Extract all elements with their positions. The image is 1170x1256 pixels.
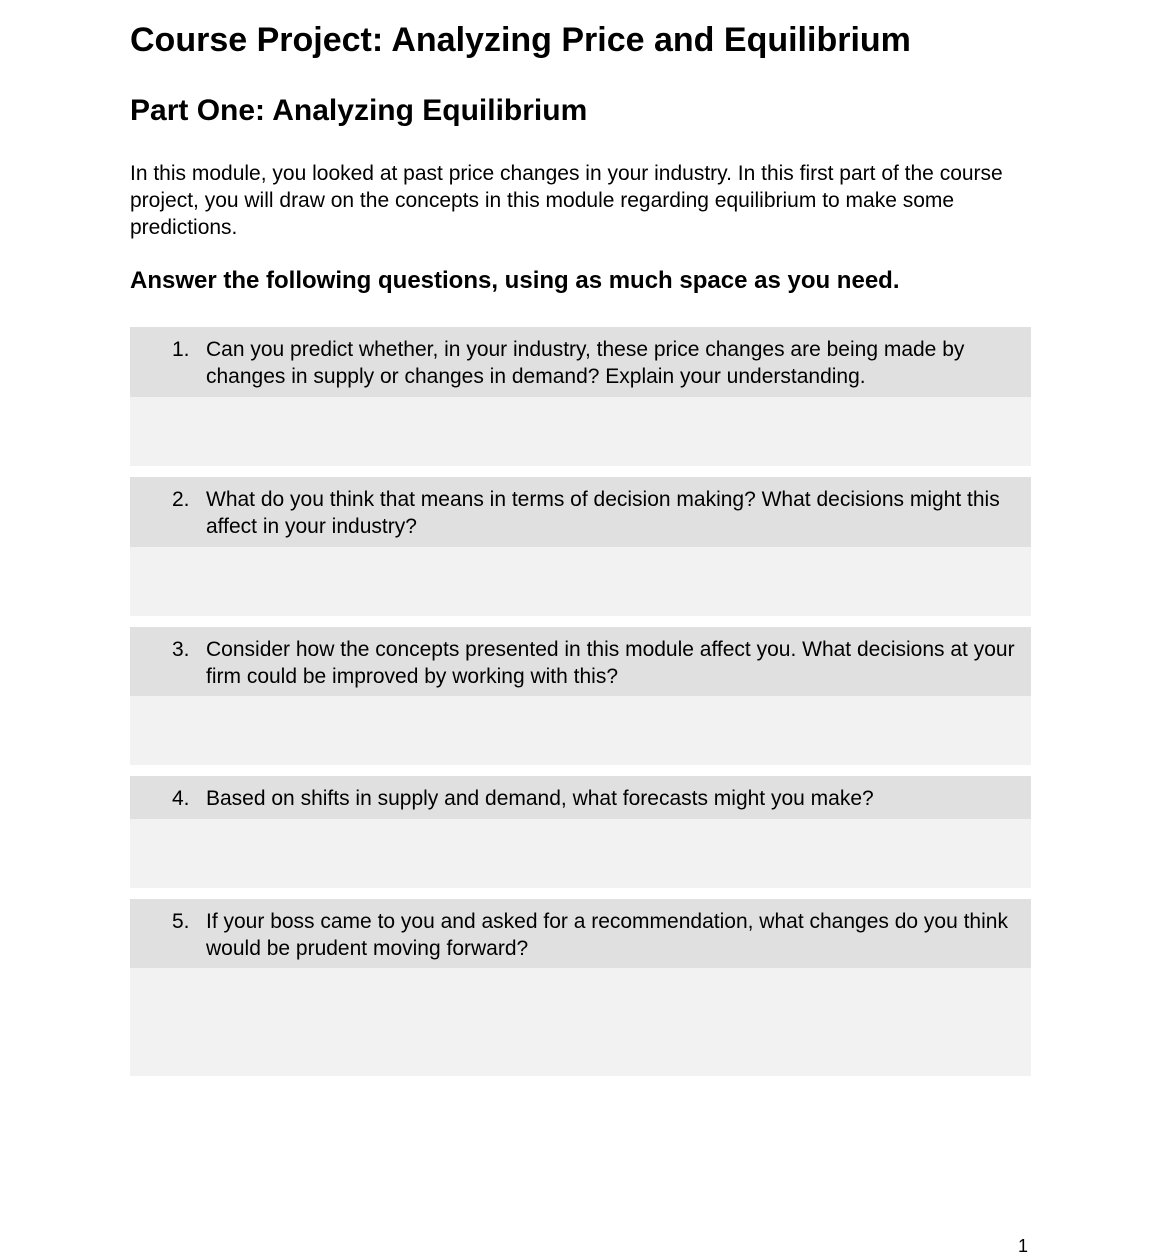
answer-area[interactable] <box>130 819 1031 888</box>
page-number: 1 <box>1018 1236 1029 1256</box>
question-block-2 <box>130 477 1031 616</box>
question-text: Can you predict whether, in your industry, these price changes are being made by changes in supply or changes in demand? Explain your understanding. <box>206 338 965 388</box>
question-number: 1. <box>172 338 190 361</box>
question-text: If your boss came to you and asked for a recommendation, what changes do you think would be prudent moving forward? <box>206 910 1008 960</box>
question-block-1 <box>130 327 1031 466</box>
answer-area[interactable] <box>130 968 1031 1076</box>
answer-area[interactable] <box>130 547 1031 616</box>
question-header <box>130 627 1031 696</box>
answer-area[interactable] <box>130 397 1031 466</box>
document-title: Course Project: Analyzing Price and Equilibrium <box>130 21 911 59</box>
question-text: Based on shifts in supply and demand, what forecasts might you make? <box>206 787 874 810</box>
question-number: 5. <box>172 910 190 933</box>
part-title: Part One: Analyzing Equilibrium <box>130 94 588 127</box>
question-block-5 <box>130 899 1031 1076</box>
question-header <box>130 899 1031 968</box>
answer-area[interactable] <box>130 696 1031 765</box>
instructions-heading: Answer the following questions, using as much space as you need. <box>130 267 900 294</box>
intro-paragraph: In this module, you looked at past price changes in your industry. In this first part of the course project, you will draw on the concepts in this module regarding equilibrium to make some predictions. <box>130 162 1003 239</box>
question-text: Consider how the concepts presented in this module affect you. What decisions at your firm could be improved by working with this? <box>206 638 1015 688</box>
question-block-3 <box>130 627 1031 765</box>
question-text: What do you think that means in terms of decision making? What decisions might this affect in your industry? <box>206 488 1000 538</box>
question-block-4 <box>130 776 1031 888</box>
question-number: 3. <box>172 638 190 661</box>
question-header <box>130 327 1031 397</box>
question-number: 4. <box>172 787 190 810</box>
question-number: 2. <box>172 488 190 511</box>
question-header <box>130 477 1031 547</box>
question-header <box>130 776 1031 819</box>
